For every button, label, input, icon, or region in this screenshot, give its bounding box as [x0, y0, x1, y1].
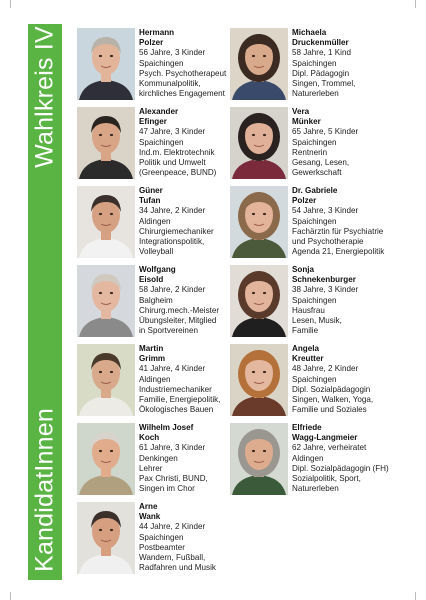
candidate-detail-line: in Sportvereinen [139, 326, 198, 336]
candidate-card [77, 502, 257, 576]
candidate-card [230, 344, 410, 418]
candidate-detail-line: 47 Jahre, 3 Kinder [139, 127, 206, 137]
candidate-last-name: Druckenmüller [292, 38, 349, 48]
candidate-detail-line: Dipl. Sozialpädagogin (FH) [292, 463, 389, 473]
candidate-detail-line: Sozialpolitik, Sport, [292, 474, 361, 484]
candidate-detail-line: Gewerkschaft [292, 168, 342, 178]
crop-mark [415, 0, 416, 8]
candidate-detail-line: Singen im Chor [139, 484, 195, 494]
portrait-illustration [230, 28, 288, 100]
portrait-eye-left [99, 450, 102, 452]
candidate-detail-line: Wandern, Fußball, [139, 553, 206, 563]
portrait-eye-right [110, 450, 113, 452]
portrait-illustration [77, 107, 135, 179]
candidate-detail-line: Dipl. Sozialpädagogin [292, 384, 371, 394]
candidate-detail-line: Fachärztin für Psychiatrie [292, 226, 384, 236]
candidate-last-name: Eisold [139, 275, 164, 285]
candidate-photo [230, 28, 288, 100]
portrait-eye-left [99, 55, 102, 57]
candidate-detail-line: Aldingen [139, 216, 171, 226]
candidate-detail-line: Spaichingen [292, 216, 337, 226]
candidate-detail-line: Naturerleben [292, 89, 339, 99]
candidate-detail-line: Ökologisches Bauen [139, 405, 214, 415]
candidate-photo [77, 265, 135, 337]
candidate-info [292, 107, 422, 178]
candidate-info [139, 502, 269, 573]
portrait-eye-right [263, 450, 266, 452]
candidate-detail-line: Postbeamter [139, 542, 185, 552]
candidate-detail-line: 62 Jahre, verheiratet [292, 443, 367, 453]
candidate-detail-line: Singen, Walken, Yoga, [292, 395, 374, 405]
candidate-detail-line: Volleyball [139, 247, 174, 257]
portrait-illustration [77, 344, 135, 416]
candidate-photo [230, 107, 288, 179]
candidate-first-name: Alexander [139, 107, 179, 116]
candidate-detail-line: Spaichingen [292, 58, 337, 68]
candidate-detail-line: Industriemechaniker [139, 384, 212, 394]
candidate-card [230, 28, 410, 102]
portrait-illustration [77, 502, 135, 574]
candidate-detail-line: Spaichingen [292, 374, 337, 384]
candidate-info [292, 28, 422, 99]
candidate-detail-line: Spaichingen [139, 137, 184, 147]
portrait-illustration [230, 344, 288, 416]
portrait-eye-left [252, 450, 255, 452]
candidate-card [230, 423, 410, 497]
candidate-card [230, 186, 410, 260]
candidate-detail-line: Familie und Soziales [292, 405, 367, 415]
portrait-eye-left [252, 55, 255, 57]
candidate-last-name: Tufan [139, 196, 161, 206]
candidate-detail-line: Spaichingen [292, 295, 337, 305]
candidate-photo [77, 186, 135, 258]
candidate-first-name: Güner [139, 186, 163, 195]
candidate-detail-line: und Psychotherapie [292, 237, 364, 247]
candidate-detail-line: Politik und Umwelt [139, 158, 206, 168]
candidate-detail-line: 54 Jahre, 3 Kinder [292, 206, 359, 216]
candidate-detail-line: Agenda 21, Energiepolitik [292, 247, 385, 257]
candidate-photo [77, 423, 135, 495]
portrait-illustration [230, 265, 288, 337]
candidate-photo [230, 265, 288, 337]
candidate-first-name: Hermann [139, 28, 175, 37]
candidate-detail-line: Chirurgiemechaniker [139, 226, 214, 236]
candidate-card [230, 265, 410, 339]
portrait-eye-right [110, 292, 113, 294]
crop-mark [10, 0, 11, 8]
sidebar-title-wahlkreis: Wahlkreis IV [30, 26, 59, 168]
portrait-eye-right [263, 371, 266, 373]
candidate-last-name: Wagg-Langmeier [292, 433, 358, 443]
candidate-detail-line: Übungsleiter, Mitglied [139, 316, 217, 326]
candidate-detail-line: Familie [292, 326, 319, 336]
candidate-photo [77, 107, 135, 179]
candidate-detail-line: Aldingen [292, 453, 324, 463]
candidate-last-name: Polzer [139, 38, 164, 48]
candidate-card [230, 107, 410, 181]
candidate-last-name: Grimm [139, 354, 166, 364]
candidate-detail-line: Ind.m. Elektrotechnik [139, 147, 215, 157]
candidate-detail-line: Naturerleben [292, 484, 339, 494]
candidate-first-name: Michaela [292, 28, 327, 37]
candidate-detail-line: Psych. Psychotherapeut [139, 68, 227, 78]
candidate-detail-line: 65 Jahre, 5 Kinder [292, 127, 359, 137]
portrait-eye-left [99, 213, 102, 215]
portrait-illustration [77, 186, 135, 258]
portrait-illustration [77, 423, 135, 495]
portrait-eye-left [99, 292, 102, 294]
candidate-detail-line: Chirurg.mech.-Meister [139, 305, 220, 315]
portrait-eye-left [252, 213, 255, 215]
candidate-detail-line: (Greenpeace, BUND) [139, 168, 217, 178]
candidate-detail-line: Integrationspolitik, [139, 237, 205, 247]
portrait-eye-right [110, 371, 113, 373]
portrait-eye-left [252, 134, 255, 136]
candidate-photo [77, 28, 135, 100]
portrait-illustration [77, 28, 135, 100]
candidate-detail-line: 58 Jahre, 2 Kinder [139, 285, 206, 295]
candidate-info [292, 344, 422, 415]
candidate-detail-line: 41 Jahre, 4 Kinder [139, 364, 206, 374]
candidate-detail-line: 61 Jahre, 3 Kinder [139, 443, 206, 453]
candidate-last-name: Münker [292, 117, 321, 127]
portrait-eye-left [252, 292, 255, 294]
candidate-detail-line: Denkingen [139, 453, 178, 463]
sidebar-title-kandidatinnen: KandidatInnen [30, 408, 59, 572]
candidate-detail-line: 44 Jahre, 2 Kinder [139, 522, 206, 532]
candidate-detail-line: Spaichingen [139, 532, 184, 542]
candidate-first-name: Wilhelm Josef [139, 423, 194, 432]
candidate-last-name: Kreutter [292, 354, 324, 364]
candidate-info [292, 186, 422, 257]
candidate-photo [77, 502, 135, 574]
portrait-eye-right [263, 134, 266, 136]
candidate-detail-line: 48 Jahre, 2 Kinder [292, 364, 359, 374]
candidate-detail-line: kirchliches Engagement [139, 89, 225, 99]
crop-mark [10, 592, 11, 600]
candidate-detail-line: Aldingen [139, 374, 171, 384]
portrait-eye-right [110, 213, 113, 215]
candidate-info [292, 265, 422, 336]
portrait-eye-right [110, 529, 113, 531]
candidate-detail-line: Dipl. Pädagogin [292, 68, 350, 78]
candidate-detail-line: 58 Jahre, 1 Kind [292, 48, 351, 58]
candidate-first-name: Wolfgang [139, 265, 176, 274]
candidate-first-name: Vera [292, 107, 310, 116]
candidate-detail-line: Familie, Energiepolitik, [139, 395, 221, 405]
candidate-last-name: Koch [139, 433, 160, 443]
portrait-eye-right [110, 55, 113, 57]
portrait-eye-left [252, 371, 255, 373]
candidate-last-name: Schnekenburger [292, 275, 356, 285]
candidate-detail-line: Rentnerin [292, 147, 328, 157]
candidate-detail-line: 56 Jahre, 3 Kinder [139, 48, 206, 58]
candidate-last-name: Wank [139, 512, 161, 522]
candidate-first-name: Arne [139, 502, 158, 511]
candidate-detail-line: Gesang, Lesen, [292, 158, 350, 168]
candidate-photo [230, 186, 288, 258]
portrait-illustration [77, 265, 135, 337]
portrait-eye-right [263, 292, 266, 294]
candidate-detail-line: Lesen, Musik, [292, 316, 342, 326]
candidate-detail-line: Spaichingen [292, 137, 337, 147]
candidate-detail-line: Balgheim [139, 295, 173, 305]
candidate-photo [230, 344, 288, 416]
portrait-eye-left [99, 529, 102, 531]
candidate-first-name: Elfriede [292, 423, 322, 432]
candidate-first-name: Angela [292, 344, 319, 353]
portrait-eye-left [99, 134, 102, 136]
candidate-detail-line: Kommunalpolitik, [139, 79, 201, 89]
candidate-first-name: Sonja [292, 265, 315, 274]
portrait-eye-right [110, 134, 113, 136]
portrait-illustration [230, 423, 288, 495]
candidate-detail-line: Spaichingen [139, 58, 184, 68]
candidate-detail-line: Pax Christi, BUND, [139, 474, 208, 484]
candidate-detail-line: Hausfrau [292, 305, 325, 315]
candidate-detail-line: Radfahren und Musik [139, 563, 216, 573]
candidate-photo [77, 344, 135, 416]
candidate-first-name: Martin [139, 344, 164, 353]
candidate-detail-line: Singen, Trommel, [292, 79, 356, 89]
candidate-last-name: Efinger [139, 117, 167, 127]
crop-mark [415, 592, 416, 600]
candidate-detail-line: 38 Jahre, 3 Kinder [292, 285, 359, 295]
portrait-eye-left [99, 371, 102, 373]
candidate-info [292, 423, 422, 494]
candidate-first-name: Dr. Gabriele [292, 186, 338, 195]
portrait-illustration [230, 186, 288, 258]
candidate-last-name: Polzer [292, 196, 317, 206]
portrait-eye-right [263, 55, 266, 57]
candidate-photo [230, 423, 288, 495]
candidate-detail-line: 34 Jahre, 2 Kinder [139, 206, 206, 216]
candidate-detail-line: Lehrer [139, 463, 163, 473]
portrait-illustration [230, 107, 288, 179]
portrait-eye-right [263, 213, 266, 215]
